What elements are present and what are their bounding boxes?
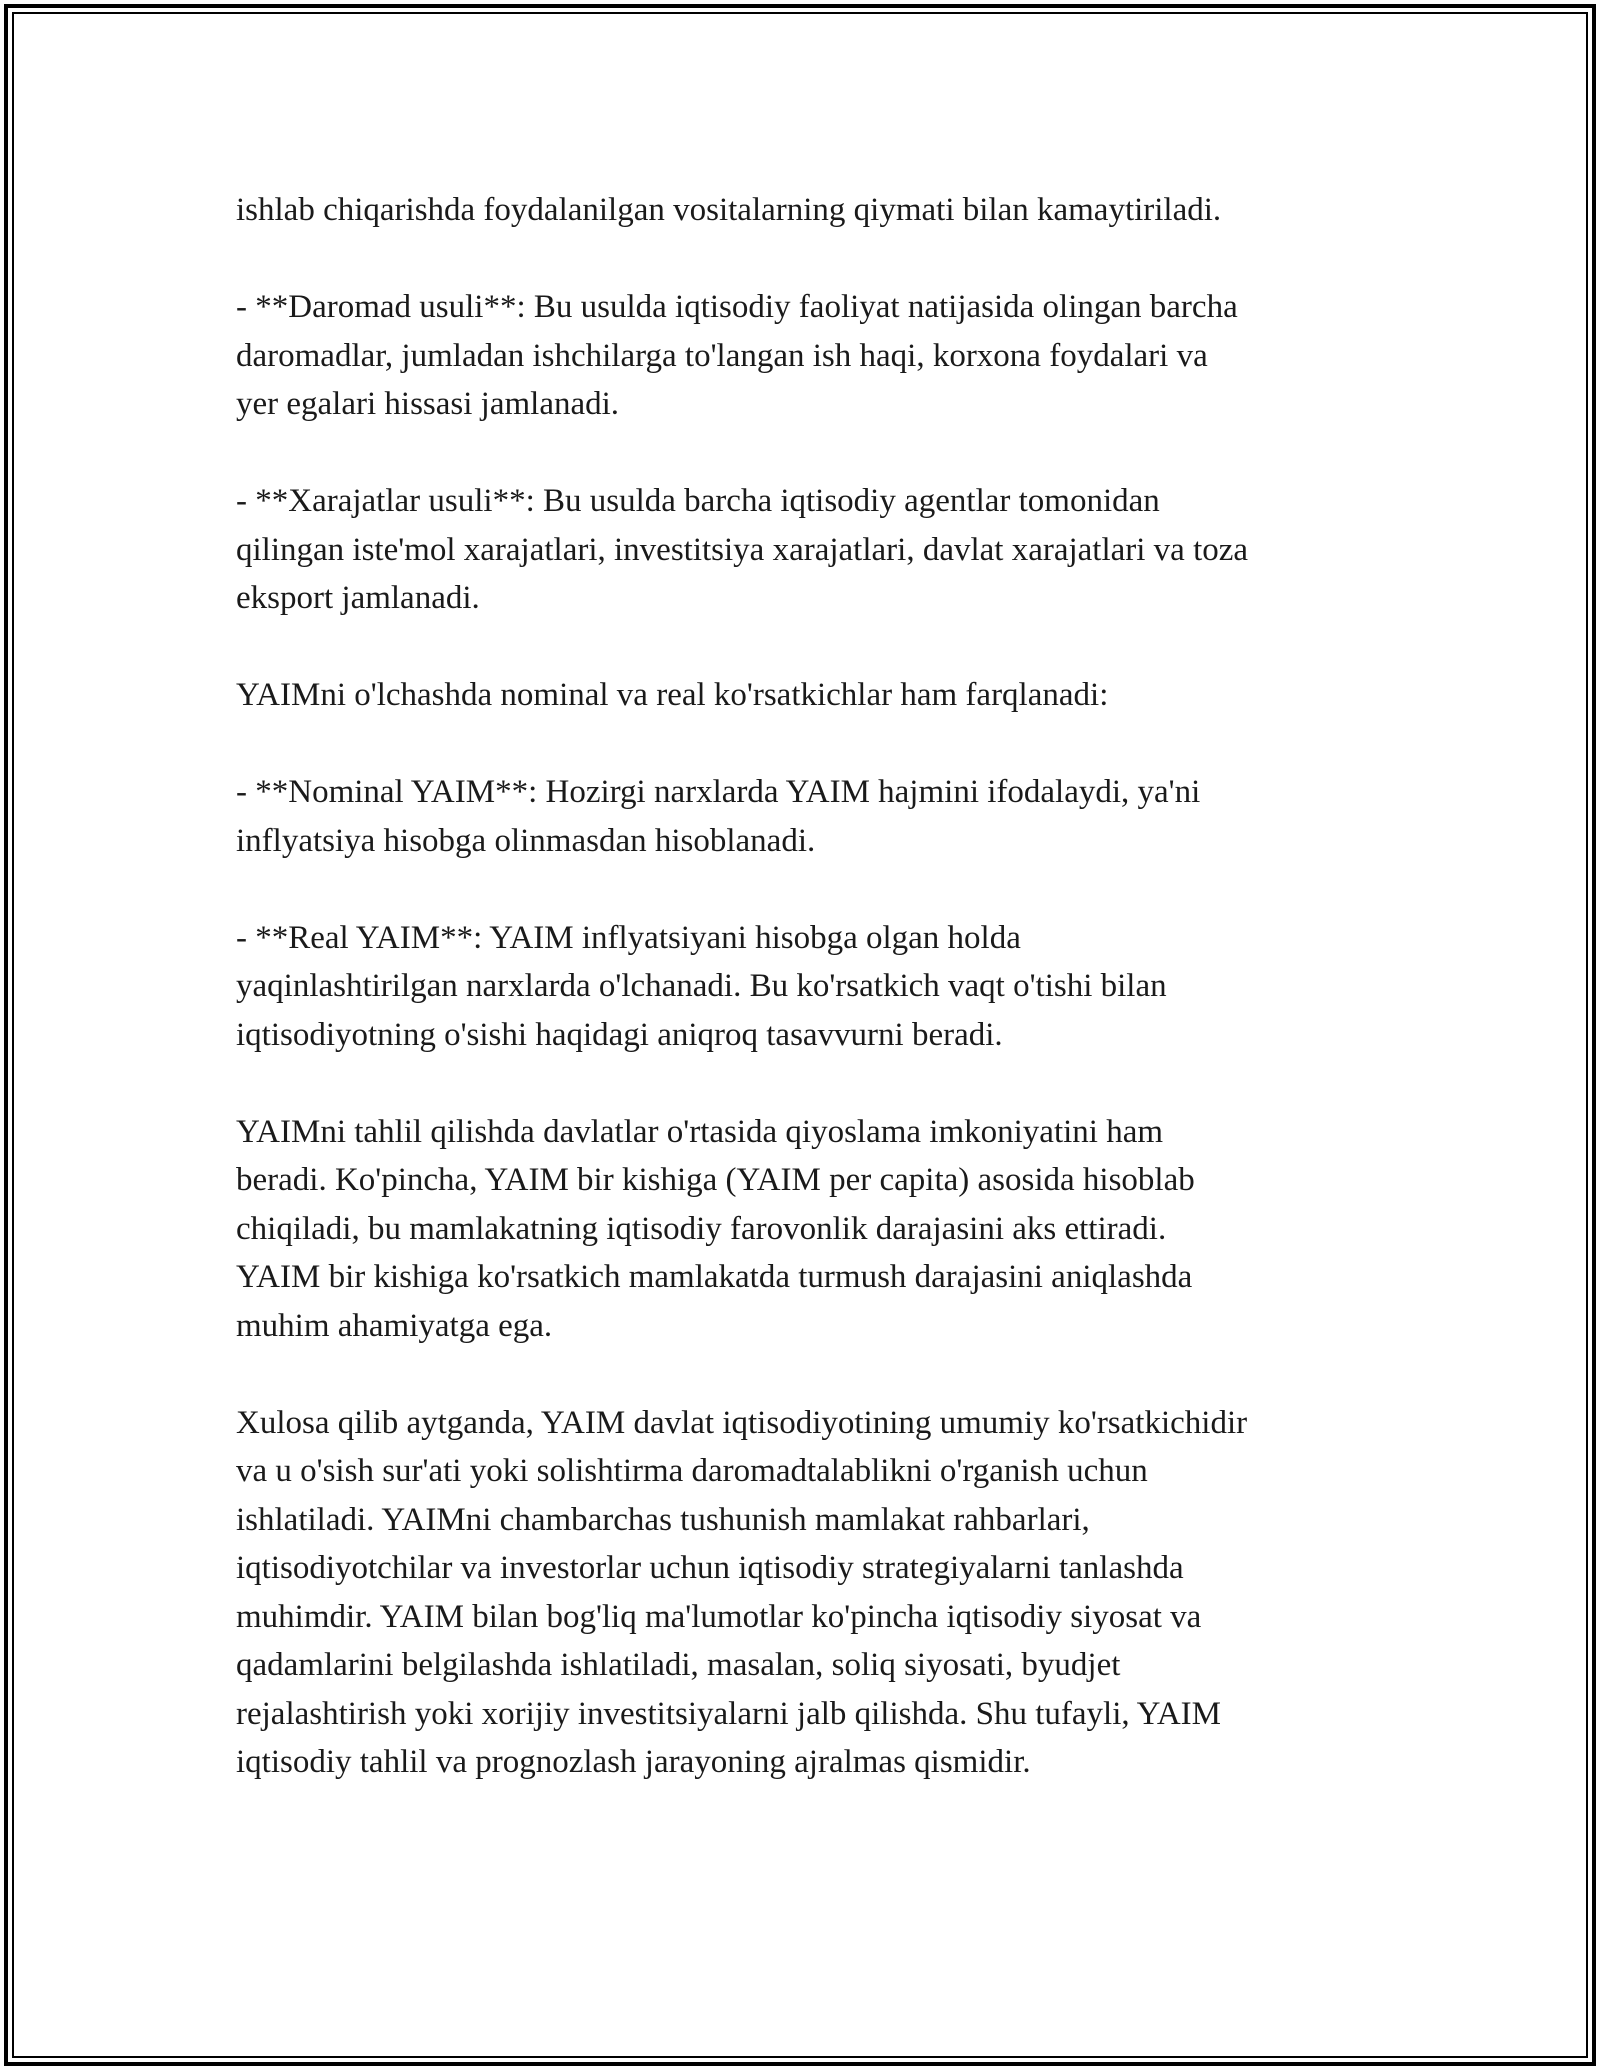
paragraph-real-yaim: - **Real YAIM**: YAIM inflyatsiyani hisobga olgan holda yaqinlashtirilgan narxlarda o'lchanadi. Bu ko'rsatkich vaqt o'tishi bilan iqtisodiyotning o'sishi haqidagi aniqroq tasavvurni beradi. [236,919,1167,1053]
document-body [236,186,1386,1835]
paragraph-conclusion: Xulosa qilib aytganda, YAIM davlat iqtisodiyotining umumiy ko'rsatkichidir va u o'sish sur'ati yoki solishtirma daromadtalablikni o'rganish uchun ishlatiladi. YAIMni chambarchas tushunish mamlakat rahbarlari, iqtisodiyotchilar va investorlar uchun iqtisodiy strategiyalarni tanlashda muhimdir. YAIM bilan bog'liq ma'lumotlar ko'pincha iqtisodiy siyosat va qadamlarini belgilashda ishlatiladi, masalan, soliq siyosati, byudjet rejalashtirish yoki xorijiy investitsiyalarni jalb qilishda. Shu tufayli, YAIM iqtisodiy tahlil va prognozlash jarayoning ajralmas qismidir. [236,1404,1248,1780]
paragraph-nominal-real-intro: YAIMni o'lchashda nominal va real ko'rsatkichlar ham farqlanadi: [236,677,1109,713]
paragraph-daromad-usuli: - **Daromad usuli**: Bu usulda iqtisodiy faoliyat natijasida olingan barcha daromadlar, jumladan ishchilarga to'langan ish haqi, korxona foydalari va yer egalari hissasi jamlanadi. [236,289,1238,422]
paragraph-xarajatlar-usuli: - **Xarajatlar usuli**: Bu usulda barcha iqtisodiy agentlar tomonidan qilingan iste'mol xarajatlari, investitsiya xarajatlari, davlat xarajatlari va toza eksport jamlanadi. [236,483,1249,616]
paragraph-nominal-yaim: - **Nominal YAIM**: Hozirgi narxlarda YAIM hajmini ifodalaydi, ya'ni inflyatsiya hisobga olinmasdan hisoblanadi. [236,774,1201,859]
paragraph-per-capita: YAIMni tahlil qilishda davlatlar o'rtasida qiyoslama imkoniyatini ham beradi. Ko'pincha, YAIM bir kishiga (YAIM per capita) asosida hisoblab chiqiladi, bu mamlakatning iqtisodiy farovonlik darajasini aks ettiradi. YAIM bir kishiga ko'rsatkich mamlakatda turmush darajasini aniqlashda muhim ahamiyatga ega. [236,1113,1195,1344]
paragraph-continuation: ishlab chiqarishda foydalanilgan vositalarning qiymati bilan kamaytiriladi. [236,192,1222,228]
